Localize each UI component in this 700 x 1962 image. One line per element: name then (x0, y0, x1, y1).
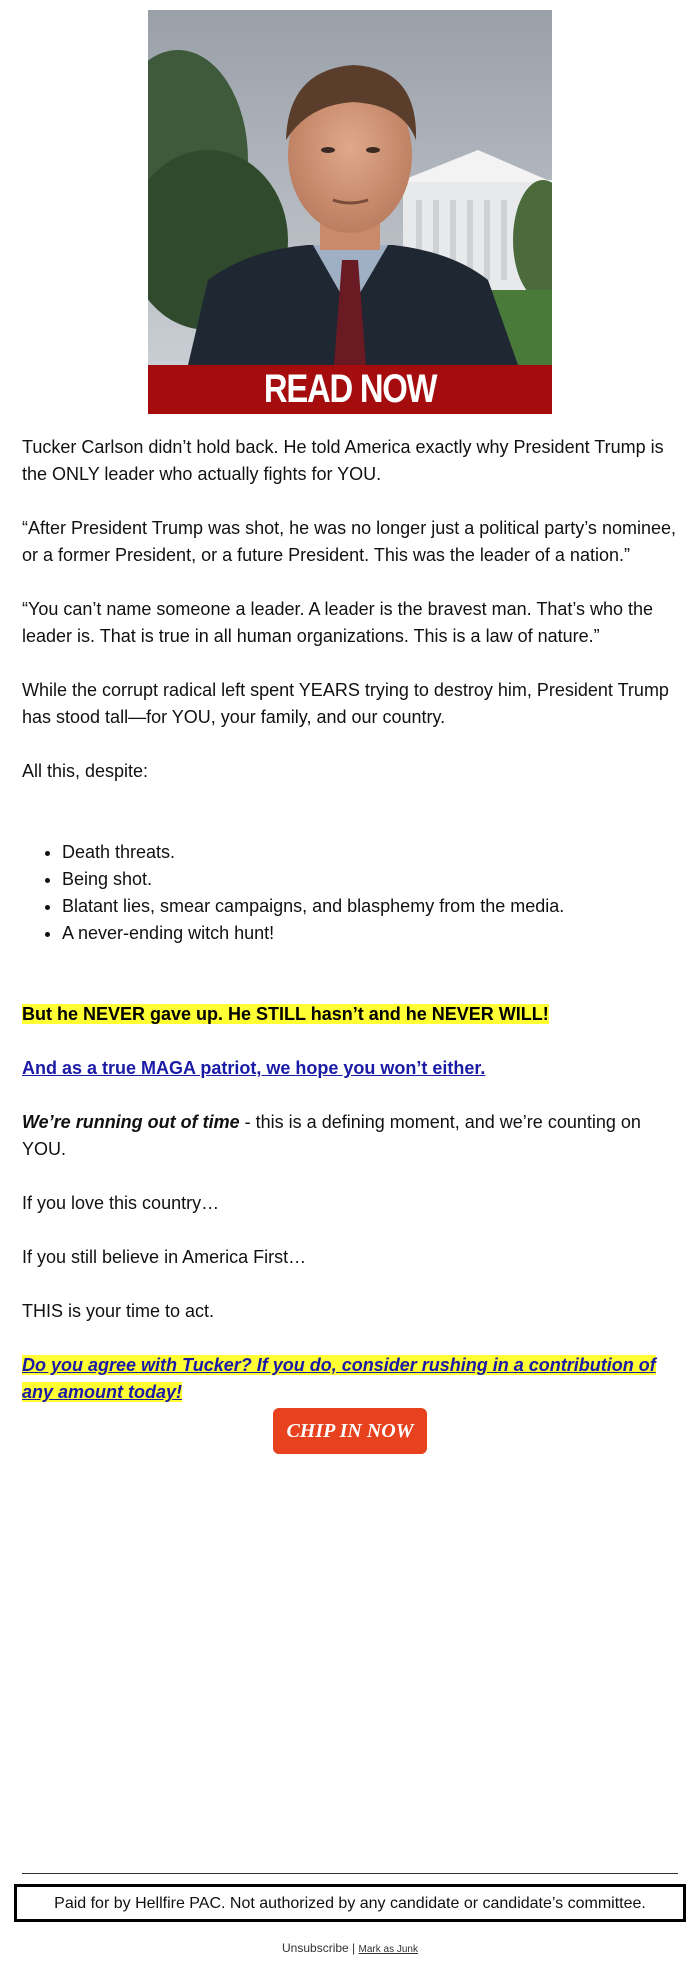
quote-paragraph-2: “You can’t name someone a leader. A leader is the bravest man. That’s who the leader is. That is true in all human organizations. This is a law of nature.” (22, 599, 654, 646)
radical-left-paragraph: While the corrupt radical left spent YEARS trying to destroy him, President Trump has stood tall—for YOU, your family, and our country. (22, 680, 669, 727)
paid-for-disclaimer (14, 1884, 686, 1922)
hero-image-link[interactable] (148, 10, 552, 414)
list-item: • Death threats. (62, 839, 678, 866)
intro-paragraph: Tucker Carlson didn’t hold back. He told America exactly why President Trump is the ONLY leader who actually fights for YOU. (22, 437, 664, 484)
email-body (22, 434, 678, 1433)
list-item: • Being shot. (62, 866, 678, 893)
cta-container (0, 1408, 700, 1454)
maga-paragraph (22, 1055, 678, 1082)
quote-paragraph-1: “After President Trump was shot, he was no longer just a political party’s nominee, or a former President, or a future President. This was the leader of a nation.” (22, 518, 676, 565)
footer-separator: | (348, 1941, 359, 1955)
mark-as-junk-link[interactable]: Mark as Junk (358, 1944, 418, 1955)
maga-patriot-link[interactable]: And as a true MAGA patriot, we hope you won’t either. (22, 1058, 486, 1078)
running-out-paragraph (22, 1109, 678, 1163)
america-first-paragraph: If you still believe in America First… (22, 1247, 307, 1267)
contribution-ask-paragraph (22, 1352, 678, 1406)
love-country-paragraph: If you love this country… (22, 1193, 220, 1213)
despite-paragraph: All this, despite: (22, 761, 149, 781)
unsubscribe-link[interactable]: Unsubscribe (282, 1941, 349, 1955)
never-gave-up-paragraph (22, 1001, 678, 1028)
hero-photo (148, 10, 552, 365)
list-item: • A never-ending witch hunt! (62, 920, 678, 947)
disclaimer-text: Paid for by Hellfire PAC. Not authorized by any candidate or candidate’s committee. (54, 1894, 646, 1912)
time-to-act-paragraph: THIS is your time to act. (22, 1301, 215, 1321)
running-out-text: - this is a defining moment, and we’re counting on YOU. (22, 1112, 641, 1159)
footer-links (0, 1940, 700, 1958)
running-out-emphasis: We’re running out of time (22, 1112, 240, 1132)
read-now-label: READ NOW (263, 367, 437, 411)
contribution-ask-link[interactable]: Do you agree with Tucker? If you do, consider rushing in a contribution of any amount today! (22, 1355, 656, 1402)
footer-divider (22, 1873, 678, 1874)
despite-list (22, 839, 678, 947)
never-gave-up-highlight: But he NEVER gave up. He STILL hasn’t and he NEVER WILL! (22, 1004, 549, 1024)
list-item: • Blatant lies, smear campaigns, and blasphemy from the media. (62, 893, 678, 920)
chip-in-now-button[interactable]: CHIP IN NOW (273, 1408, 427, 1454)
read-now-banner[interactable] (148, 365, 552, 414)
